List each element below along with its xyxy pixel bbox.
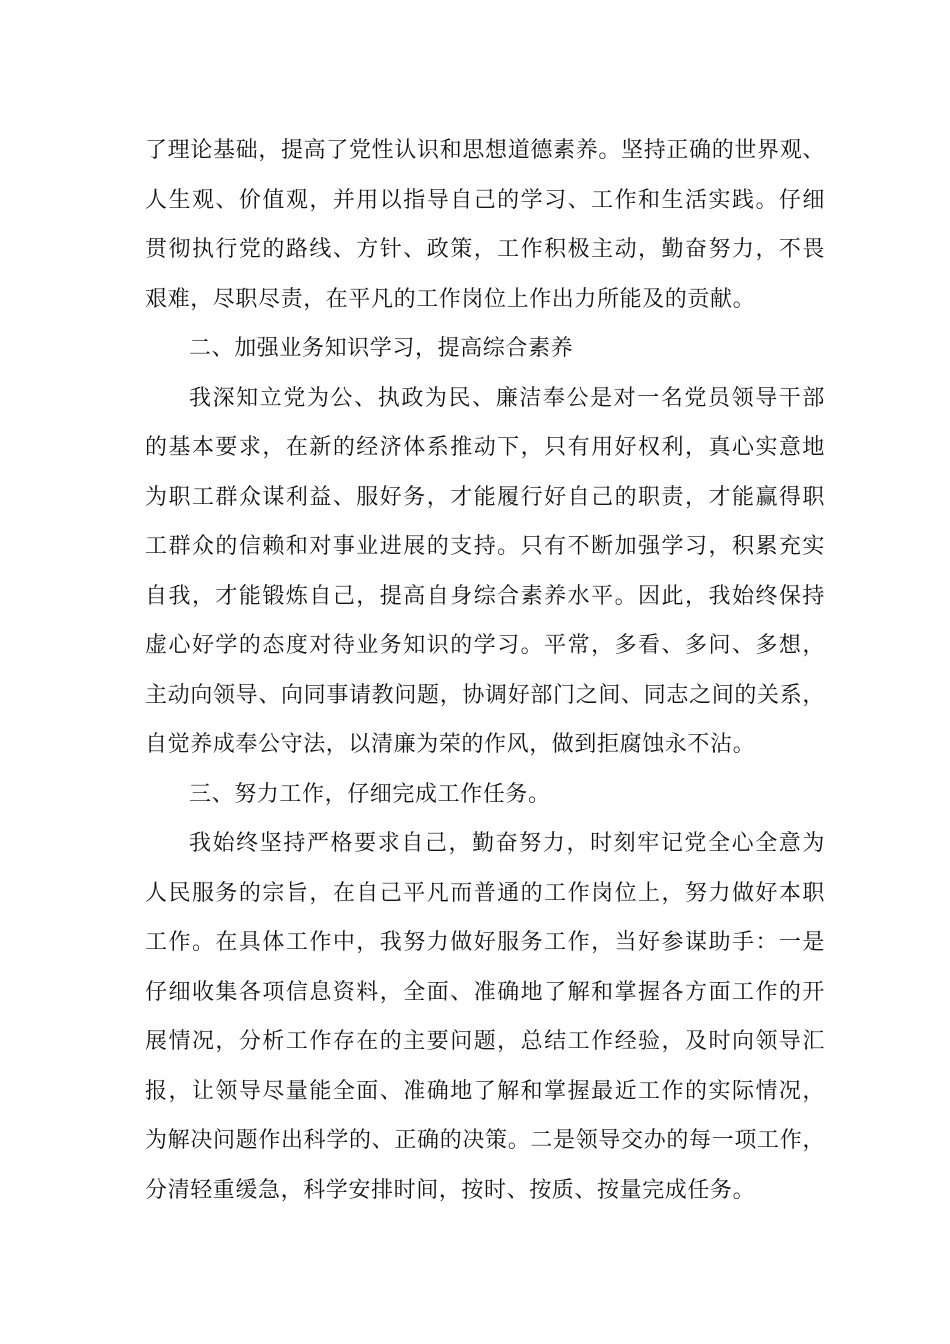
text-line-21: 为解决问题作出科学的、正确的决策。二是领导交办的每一项工作， (145, 1128, 825, 1153)
text-line-18: 仔细收集各项信息资料，全面、准确地了解和掌握各方面工作的开 (145, 979, 825, 1005)
text-line-17: 工作。在具体工作中，我努力做好服务工作，当好参谋助手：一是 (145, 930, 825, 955)
text-line-1: 了理论基础，提高了党性认识和思想道德素养。坚持正确的世界观、 (145, 138, 825, 163)
text-line-7: 的基本要求，在新的经济体系推动下，只有用好权利，真心实意地 (145, 435, 825, 460)
text-line-6: 我深知立党为公、执政为民、廉洁奉公是对一名党员领导干部 (189, 385, 825, 411)
text-line-3: 贯彻执行党的路线、方针、政策，工作积极主动，勤奋努力，不畏 (145, 237, 825, 262)
text-line-8: 为职工群众谋利益、服好务，才能履行好自己的职责，才能赢得职 (145, 484, 825, 510)
text-line-22: 分清轻重缓急，科学安排时间，按时、按质、按量完成任务。 (145, 1177, 756, 1203)
text-line-10: 自我，才能锻炼自己，提高自身综合素养水平。因此，我始终保持 (145, 583, 825, 609)
text-line-4: 艰难，尽职尽责，在平凡的工作岗位上作出力所能及的贡献。 (145, 286, 756, 312)
text-line-15: 我始终坚持严格要求自己，勤奋努力，时刻牢记党全心全意为 (189, 831, 825, 856)
section-heading-3: 三、努力工作，仔细完成工作任务。 (189, 781, 551, 807)
text-line-9: 工群众的信赖和对事业进展的支持。只有不断加强学习，积累充实 (145, 534, 825, 559)
text-line-19: 展情况，分析工作存在的主要问题，总结工作经验，及时向领导汇 (145, 1029, 825, 1054)
text-line-11: 虚心好学的态度对待业务知识的学习。平常，多看、多问、多想， (145, 633, 825, 658)
text-line-2: 人生观、价值观，并用以指导自己的学习、工作和生活实践。仔细 (145, 187, 825, 213)
text-line-12: 主动向领导、向同事请教问题，协调好部门之间、同志之间的关系， (145, 682, 825, 708)
text-line-16: 人民服务的宗旨，在自己平凡而普通的工作岗位上，努力做好本职 (145, 880, 825, 906)
section-heading-2: 二、加强业务知识学习，提高综合素养 (189, 336, 574, 361)
text-line-20: 报，让领导尽量能全面、准确地了解和掌握最近工作的实际情况， (145, 1078, 825, 1104)
text-line-13: 自觉养成奉公守法，以清廉为荣的作风，做到拒腐蚀永不沾。 (145, 732, 756, 757)
document-body (145, 126, 825, 1215)
